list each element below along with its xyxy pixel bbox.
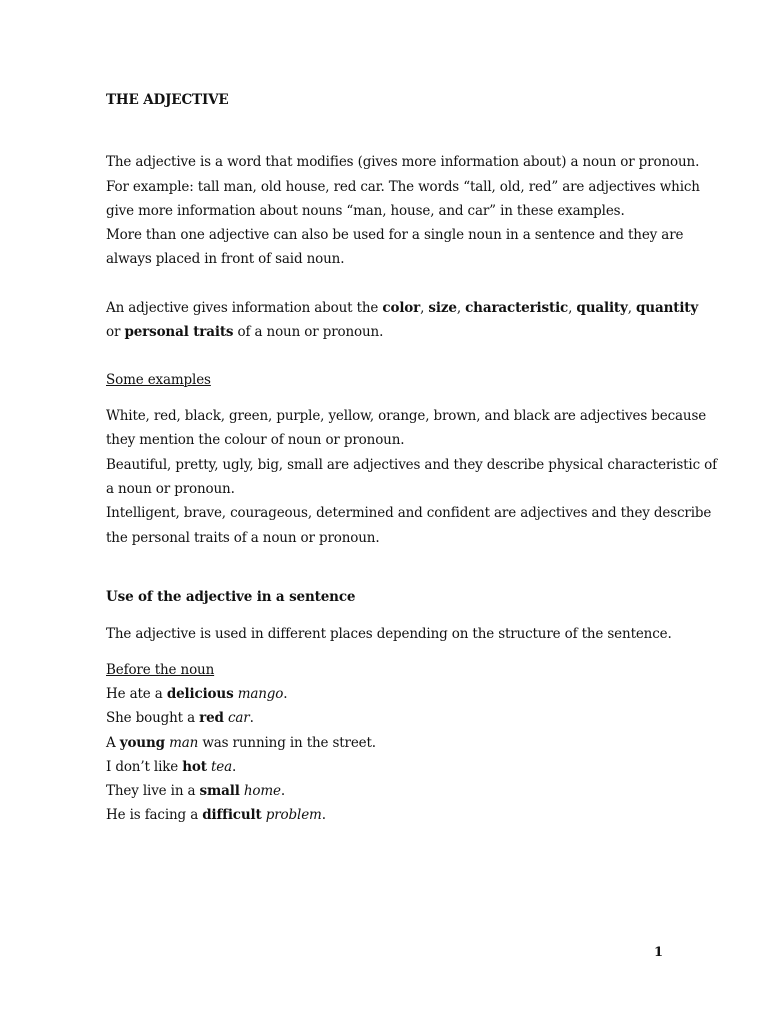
page-number: 1	[654, 945, 664, 960]
example-sentence: A young man was running in the street.	[106, 735, 376, 751]
info-paragraph-line	[106, 324, 383, 340]
document-title: THE ADJECTIVE	[106, 92, 229, 108]
term-color: color	[382, 300, 421, 316]
noun: man	[169, 735, 199, 751]
separator: ,	[627, 300, 637, 316]
term-size: size	[428, 300, 457, 316]
example-sentence: She bought a red car.	[106, 710, 254, 726]
separator: ,	[568, 300, 577, 316]
intro-line: The adjective is a word that modifies (gives more information about) a noun or pronoun.	[106, 154, 700, 170]
term-quantity: quantity	[636, 300, 699, 316]
separator: ,	[420, 300, 429, 316]
adjective: delicious	[166, 686, 234, 702]
examples-line: Beautiful, pretty, ugly, big, small are adjectives and they describe physical characteristic of	[106, 457, 717, 473]
info-or: or	[106, 324, 125, 340]
example-sentence: He ate a delicious mango.	[106, 686, 288, 702]
noun: home	[243, 783, 281, 799]
examples-heading: Some examples	[106, 372, 211, 388]
term-personal-traits: personal traits	[124, 324, 234, 340]
noun: car	[228, 710, 250, 726]
noun: mango	[237, 686, 284, 702]
intro-line: give more information about nouns “man, house, and car” in these examples.	[106, 203, 625, 219]
intro-line: always placed in front of said noun.	[106, 251, 345, 267]
info-paragraph-line	[106, 300, 698, 316]
separator: ,	[456, 300, 466, 316]
examples-line: they mention the colour of noun or pronoun.	[106, 432, 405, 448]
before-noun-heading: Before the noun	[106, 662, 215, 678]
use-text: The adjective is used in different places depending on the structure of the sentence.	[106, 626, 672, 642]
example-sentence: I don’t like hot tea.	[106, 759, 237, 775]
adjective: difficult	[202, 807, 262, 823]
examples-line: White, red, black, green, purple, yellow, orange, brown, and black are adjectives because	[106, 408, 707, 424]
adjective: red	[199, 710, 224, 726]
info-tail: of a noun or pronoun.	[233, 324, 384, 340]
adjective: hot	[182, 759, 207, 775]
noun: tea	[211, 759, 233, 775]
intro-line: For example: tall man, old house, red car. The words “tall, old, red” are adjectives which	[106, 179, 700, 195]
examples-line: the personal traits of a noun or pronoun.	[106, 530, 380, 546]
adjective: young	[119, 735, 165, 751]
noun: problem	[265, 807, 322, 823]
example-sentence: He is facing a difficult problem.	[106, 807, 326, 823]
examples-line: a noun or pronoun.	[106, 481, 235, 497]
examples-line: Intelligent, brave, courageous, determined and confident are adjectives and they describe	[106, 505, 712, 521]
adjective: small	[199, 783, 240, 799]
example-sentence: They live in a small home.	[106, 783, 286, 799]
term-quality: quality	[576, 300, 628, 316]
intro-line: More than one adjective can also be used for a single noun in a sentence and they are	[106, 227, 684, 243]
use-heading: Use of the adjective in a sentence	[106, 589, 356, 605]
info-lead: An adjective gives information about the	[106, 300, 383, 316]
term-characteristic: characteristic	[465, 300, 569, 316]
